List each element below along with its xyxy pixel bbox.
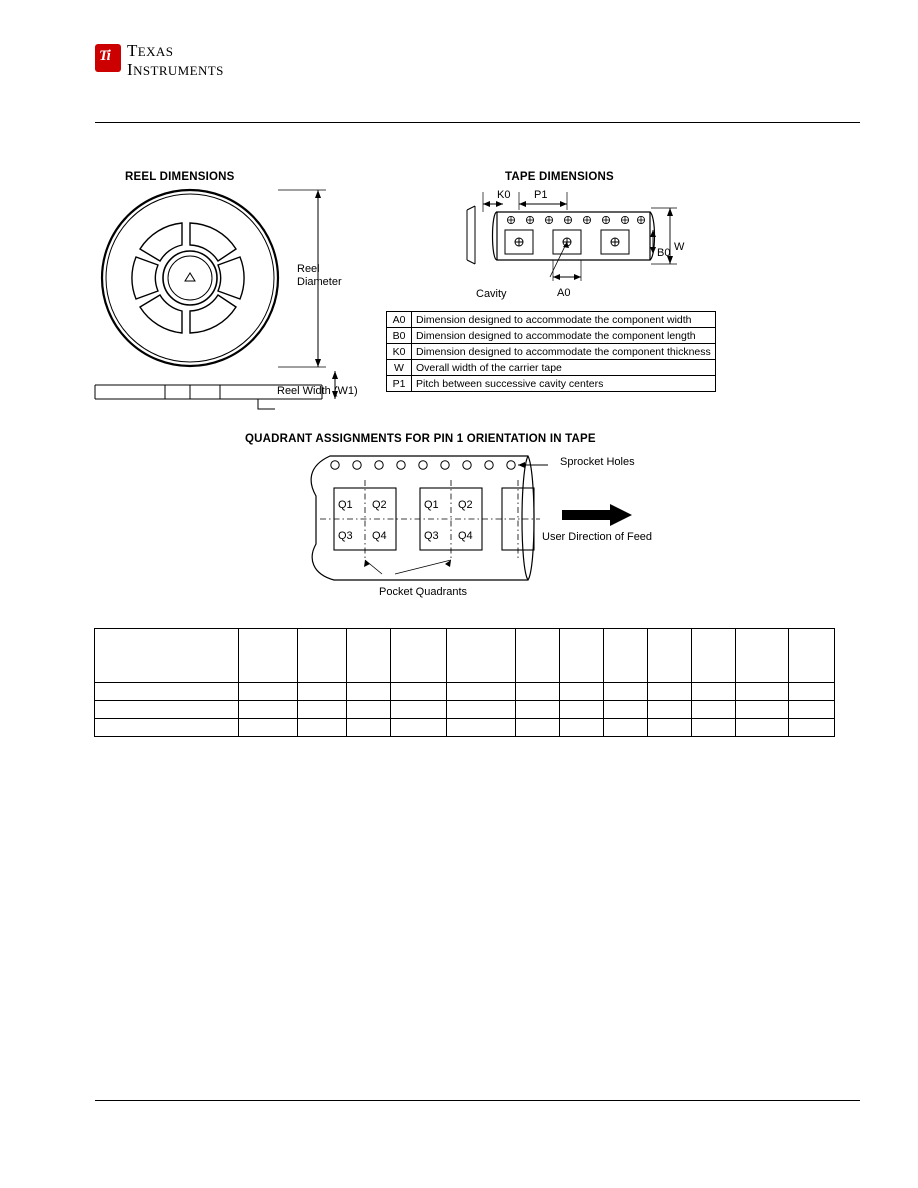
dim-description: Dimension designed to accommodate the component thickness xyxy=(412,344,716,360)
dim-key: P1 xyxy=(387,376,412,392)
sprocket-holes-label: Sprocket Holes xyxy=(560,456,635,468)
table-header-cell xyxy=(789,629,835,683)
table-cell xyxy=(736,683,789,701)
table-cell xyxy=(789,683,835,701)
dim-key: W xyxy=(387,360,412,376)
table-row xyxy=(387,328,716,344)
table-cell xyxy=(239,701,298,719)
table-cell xyxy=(736,701,789,719)
table-cell xyxy=(391,719,447,737)
table-header-cell xyxy=(391,629,447,683)
table-cell xyxy=(789,701,835,719)
table-row xyxy=(387,376,716,392)
table-cell xyxy=(648,719,692,737)
table-cell xyxy=(516,683,560,701)
table-cell xyxy=(692,719,736,737)
table-cell xyxy=(298,719,347,737)
ti-logo-mark xyxy=(95,44,121,72)
table-header-cell xyxy=(516,629,560,683)
quadrant-q2-second: Q2 xyxy=(458,499,473,511)
table-cell xyxy=(516,701,560,719)
table-header-cell xyxy=(560,629,604,683)
reel-dimensions-title: REEL DIMENSIONS xyxy=(125,171,235,183)
quadrant-q3-second: Q3 xyxy=(424,530,439,542)
table-cell xyxy=(391,701,447,719)
ti-logo-texas-caps: EXAS xyxy=(137,44,174,59)
ti-logo-instruments-caps: NSTRUMENTS xyxy=(133,63,224,78)
table-cell xyxy=(347,683,391,701)
ti-logo-mark-text: Ti xyxy=(99,48,110,64)
tape-b0-label: B0 xyxy=(657,247,671,259)
ti-logo-instruments: INSTRUMENTS xyxy=(127,60,224,79)
table-cell xyxy=(239,719,298,737)
dim-key: A0 xyxy=(387,312,412,328)
tape-a0-label: A0 xyxy=(557,287,571,299)
table-cell xyxy=(789,719,835,737)
table-header-cell xyxy=(447,629,516,683)
table-row xyxy=(95,719,835,737)
ti-logo-texas: TEXAS xyxy=(127,41,174,60)
table-row xyxy=(387,360,716,376)
table-header-cell xyxy=(648,629,692,683)
table-cell xyxy=(692,683,736,701)
tape-p1-label: P1 xyxy=(534,189,548,201)
reel-diameter-label-line2: Diameter xyxy=(297,276,342,288)
pocket-quadrants-label: Pocket Quadrants xyxy=(379,586,468,598)
table-cell xyxy=(560,683,604,701)
table-header-cell xyxy=(736,629,789,683)
table-cell xyxy=(560,719,604,737)
table-cell xyxy=(95,719,239,737)
table-cell xyxy=(95,701,239,719)
table-cell xyxy=(648,683,692,701)
dim-description: Overall width of the carrier tape xyxy=(412,360,716,376)
ti-logo xyxy=(95,40,275,80)
packaging-data-table xyxy=(94,628,835,737)
table-cell xyxy=(560,701,604,719)
dim-key: K0 xyxy=(387,344,412,360)
table-cell xyxy=(298,701,347,719)
table-cell xyxy=(604,701,648,719)
dim-description: Pitch between successive cavity centers xyxy=(412,376,716,392)
table-row xyxy=(387,344,716,360)
table-cell xyxy=(692,701,736,719)
quadrant-assignments-drawing xyxy=(290,448,653,588)
table-header-row xyxy=(95,629,835,683)
table-cell xyxy=(298,683,347,701)
table-header-cell xyxy=(95,629,239,683)
quadrant-q4-top-left: Q4 xyxy=(372,530,387,542)
dim-key: B0 xyxy=(387,328,412,344)
table-header-cell xyxy=(604,629,648,683)
dimension-definition-table xyxy=(386,311,716,392)
table-row xyxy=(95,683,835,701)
footer-divider-rule xyxy=(95,1100,860,1101)
table-cell xyxy=(604,683,648,701)
reel-width-label: Reel Width (W1) xyxy=(277,385,358,397)
quadrant-q3-top-left: Q3 xyxy=(338,530,353,542)
tape-w-label: W xyxy=(674,241,685,253)
header-divider-rule xyxy=(95,122,860,123)
table-cell xyxy=(648,701,692,719)
table-cell xyxy=(447,683,516,701)
table-cell xyxy=(347,719,391,737)
table-row xyxy=(95,701,835,719)
table-cell xyxy=(447,719,516,737)
dim-description: Dimension designed to accommodate the component length xyxy=(412,328,716,344)
reel-diameter-label xyxy=(297,263,357,289)
quadrant-q1-top-left: Q1 xyxy=(338,499,353,511)
table-header-cell xyxy=(298,629,347,683)
table-cell xyxy=(391,683,447,701)
reel-dimensions-drawing xyxy=(90,185,390,415)
table-header-cell xyxy=(692,629,736,683)
table-cell xyxy=(516,719,560,737)
tape-cavity-label: Cavity xyxy=(476,288,507,300)
quadrant-q2-top-left: Q2 xyxy=(372,499,387,511)
dim-description: Dimension designed to accommodate the component width xyxy=(412,312,716,328)
user-direction-of-feed-label: User Direction of Feed xyxy=(542,531,653,543)
tape-dimensions-title: TAPE DIMENSIONS xyxy=(505,171,614,183)
quadrant-assignments-title: QUADRANT ASSIGNMENTS FOR PIN 1 ORIENTATION IN TAPE xyxy=(245,433,596,445)
quadrant-q4-second: Q4 xyxy=(458,530,473,542)
table-cell xyxy=(447,701,516,719)
table-cell xyxy=(604,719,648,737)
table-row xyxy=(387,312,716,328)
table-cell xyxy=(347,701,391,719)
reel-diameter-label-line1: Reel xyxy=(297,263,320,275)
tape-k0-label: K0 xyxy=(497,189,511,201)
table-cell xyxy=(736,719,789,737)
table-header-cell xyxy=(239,629,298,683)
table-cell xyxy=(95,683,239,701)
table-header-cell xyxy=(347,629,391,683)
quadrant-q1-second: Q1 xyxy=(424,499,439,511)
table-cell xyxy=(239,683,298,701)
